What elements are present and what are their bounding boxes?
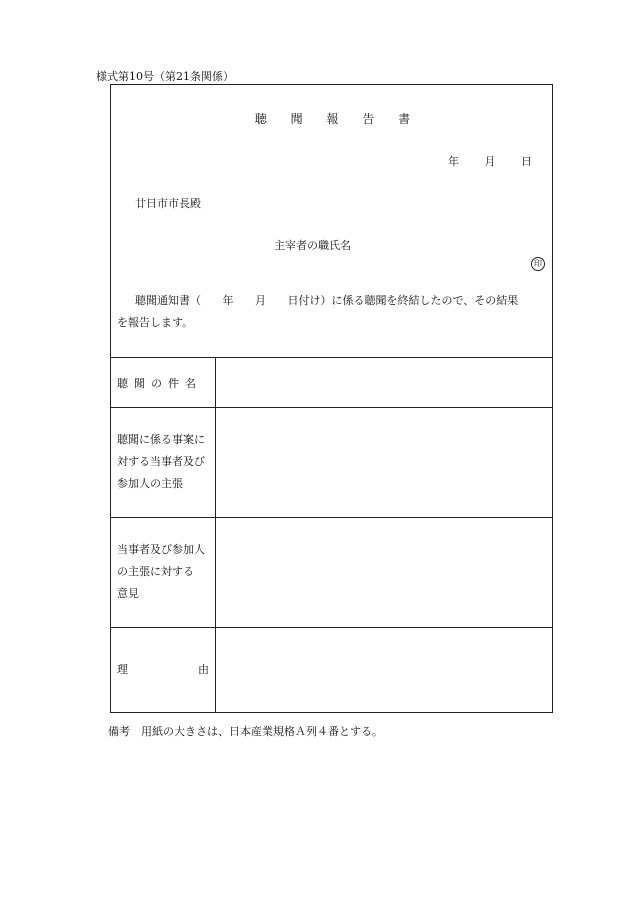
label-reason-left: 理	[117, 663, 128, 676]
label-line: の主張に対する	[117, 565, 194, 578]
form-reference: 様式第10号（第21条関係）	[96, 70, 234, 83]
body-year: 年	[222, 294, 234, 307]
label-line: 参加人の主張	[117, 477, 183, 490]
body-text-line2: を報告します。	[117, 316, 194, 329]
title-char: 書	[398, 112, 411, 126]
date-month: 月	[484, 155, 496, 168]
body-month: 月	[255, 294, 266, 307]
addressee: 廿日市市長殿	[135, 197, 201, 210]
field-reason[interactable]	[217, 628, 551, 712]
title-char: 告	[362, 112, 375, 126]
label-parties-claims	[117, 429, 205, 495]
column-divider	[215, 357, 216, 712]
report-frame	[110, 84, 553, 713]
label-line: 意見	[117, 587, 139, 600]
label-reason	[117, 659, 209, 681]
date-day: 日	[521, 155, 532, 168]
footnote: 備考 用紙の大きさは、日本産業規格Ａ列４番とする。	[108, 725, 383, 738]
label-hearing-subject: 聴聞の件名	[117, 377, 202, 390]
seal-mark: 印	[531, 257, 545, 271]
date-year: 年	[448, 155, 459, 168]
label-line: 対する当事者及び	[117, 455, 205, 468]
organizer-label: 主宰者の職氏名	[274, 239, 351, 252]
label-reason-right: 由	[198, 663, 209, 676]
field-hearing-subject[interactable]	[217, 358, 551, 407]
label-line: 当事者及び参加人	[117, 543, 205, 556]
field-opinion[interactable]	[217, 518, 551, 627]
title-char: 聞	[290, 112, 303, 126]
title-char: 聴	[254, 112, 267, 126]
title-char: 報	[326, 112, 339, 126]
body-text-line1	[135, 292, 518, 308]
label-line: 聴聞に係る事案に	[117, 433, 205, 446]
body-part1: 聴聞通知書（	[135, 294, 201, 307]
field-parties-claims[interactable]	[217, 408, 551, 517]
date-line	[448, 153, 532, 169]
body-part2: 日付け）に係る聴聞を終結したので、その結果	[287, 294, 519, 307]
document-title	[111, 110, 554, 127]
label-opinion	[117, 539, 205, 605]
